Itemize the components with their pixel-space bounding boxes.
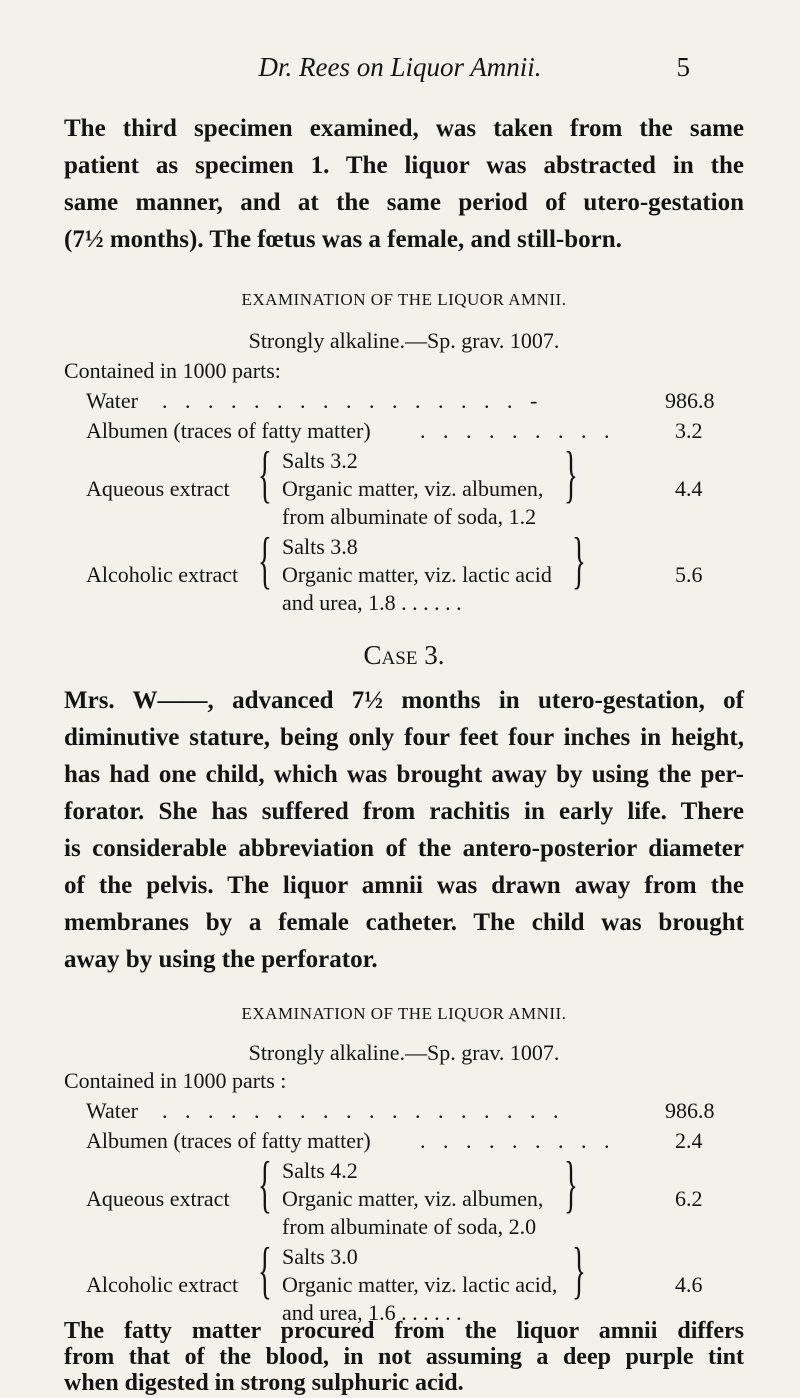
right-brace-icon: } bbox=[572, 1234, 586, 1305]
exam1-alcoholic-label: Alcoholic extract bbox=[86, 562, 239, 587]
exam1-aqueous-line: Organic matter, viz. albumen, bbox=[282, 476, 544, 501]
exam2-alcoholic-value: 4.6 bbox=[675, 1272, 703, 1297]
right-brace-icon: } bbox=[564, 438, 578, 509]
intro-paragraph bbox=[64, 110, 744, 258]
text-line: (7½ months). The fœtus was a female, and still-born. bbox=[64, 226, 622, 253]
exam1-water-label: Water bbox=[86, 388, 138, 413]
text-line: The fatty matter procured from the liquor amnii differs bbox=[64, 1318, 744, 1344]
left-brace-icon: { bbox=[258, 1234, 272, 1305]
left-brace-icon: { bbox=[258, 524, 272, 595]
exam2-albumen-label: Albumen (traces of fatty matter) bbox=[86, 1128, 371, 1153]
text-line: away by using the perforator. bbox=[64, 946, 378, 973]
text-line: The third specimen examined, was taken from the same bbox=[64, 115, 744, 142]
exam1-water-leader: . . . . . . . . . . . . . . . . - bbox=[162, 388, 544, 413]
exam1-alcoholic-line: Salts 3.8 bbox=[282, 534, 358, 559]
case-paragraph bbox=[64, 682, 744, 978]
running-header bbox=[110, 52, 690, 92]
exam2-heading: EXAMINATION OF THE LIQUOR AMNII. bbox=[241, 1004, 567, 1023]
exam2-alcoholic-line: and urea, 1.6 . . . . . . bbox=[282, 1300, 462, 1325]
page-number: 5 bbox=[676, 52, 690, 82]
case-title: Case 3. bbox=[363, 640, 445, 670]
exam2-albumen-value: 2.4 bbox=[675, 1128, 703, 1153]
exam1-alcoholic-line: Organic matter, viz. lactic acid bbox=[282, 562, 552, 587]
closing-paragraph bbox=[64, 1318, 744, 1396]
exam1-aqueous-label: Aqueous extract bbox=[86, 476, 230, 501]
exam1-aqueous-line: Salts 3.2 bbox=[282, 448, 358, 473]
text-line: diminutive stature, being only four feet four inches in height, bbox=[64, 724, 744, 751]
text-line: when digested in strong sulphuric acid. bbox=[64, 1370, 464, 1396]
text-line: same manner, and at the same period of utero-gestation bbox=[64, 189, 744, 216]
exam2-subheading: Strongly alkaline.—Sp. grav. 1007. bbox=[248, 1040, 560, 1065]
exam2-aqueous-line: Organic matter, viz. albumen, bbox=[282, 1186, 544, 1211]
exam1-alcoholic-line: and urea, 1.8 . . . . . . bbox=[282, 590, 462, 615]
exam2-alcoholic-line: Salts 3.0 bbox=[282, 1244, 358, 1269]
exam2-water-label: Water bbox=[86, 1098, 138, 1123]
right-brace-icon: } bbox=[572, 524, 586, 595]
text-line: of the pelvis. The liquor amnii was drawn away from the bbox=[64, 872, 744, 899]
exam1-albumen-leader: . . . . . . . . . bbox=[420, 418, 616, 443]
exam1-albumen-label: Albumen (traces of fatty matter) bbox=[86, 418, 371, 443]
exam1-albumen-value: 3.2 bbox=[675, 418, 703, 443]
exam1-aqueous-line: from albuminate of soda, 1.2 bbox=[282, 504, 537, 529]
text-line: from that of the blood, in not assuming a deep purple tint bbox=[64, 1344, 744, 1370]
exam2-aqueous-value: 6.2 bbox=[675, 1186, 703, 1211]
exam2-water-leader: . . . . . . . . . . . . . . . . . . bbox=[162, 1098, 565, 1123]
exam2-alcoholic-label: Alcoholic extract bbox=[86, 1272, 239, 1297]
exam1-subheading: Strongly alkaline.—Sp. grav. 1007. bbox=[248, 328, 560, 353]
exam2-aqueous-line: from albuminate of soda, 2.0 bbox=[282, 1214, 537, 1239]
left-brace-icon: { bbox=[258, 438, 272, 509]
exam2-aqueous-label: Aqueous extract bbox=[86, 1186, 230, 1211]
right-brace-icon: } bbox=[564, 1148, 578, 1219]
exam2-alcoholic-line: Organic matter, viz. lactic acid, bbox=[282, 1272, 558, 1297]
text-line: Mrs. W——, advanced 7½ months in utero-gestation, of bbox=[64, 687, 744, 714]
text-line: membranes by a female catheter. The child was brought bbox=[64, 909, 744, 936]
exam1-water-value: 986.8 bbox=[665, 388, 715, 413]
text-line: is considerable abbreviation of the antero-posterior diameter bbox=[64, 835, 744, 862]
running-title: Dr. Rees on Liquor Amnii. bbox=[258, 52, 542, 82]
text-line: has had one child, which was brought away by using the per- bbox=[64, 761, 744, 788]
exam1-contained: Contained in 1000 parts: bbox=[64, 358, 281, 383]
left-brace-icon: { bbox=[258, 1148, 272, 1219]
text-line: forator. She has suffered from rachitis in early life. There bbox=[64, 798, 744, 825]
exam2-water-value: 986.8 bbox=[665, 1098, 715, 1123]
exam1-alcoholic-value: 5.6 bbox=[675, 562, 703, 587]
exam2-albumen-leader: . . . . . . . . . bbox=[420, 1128, 616, 1153]
exam2-aqueous-line: Salts 4.2 bbox=[282, 1158, 358, 1183]
text-line: patient as specimen 1. The liquor was abstracted in the bbox=[64, 152, 744, 179]
exam1-aqueous-value: 4.4 bbox=[675, 476, 703, 501]
exam1-heading: EXAMINATION OF THE LIQUOR AMNII. bbox=[241, 290, 567, 309]
exam2-contained: Contained in 1000 parts : bbox=[64, 1068, 287, 1093]
